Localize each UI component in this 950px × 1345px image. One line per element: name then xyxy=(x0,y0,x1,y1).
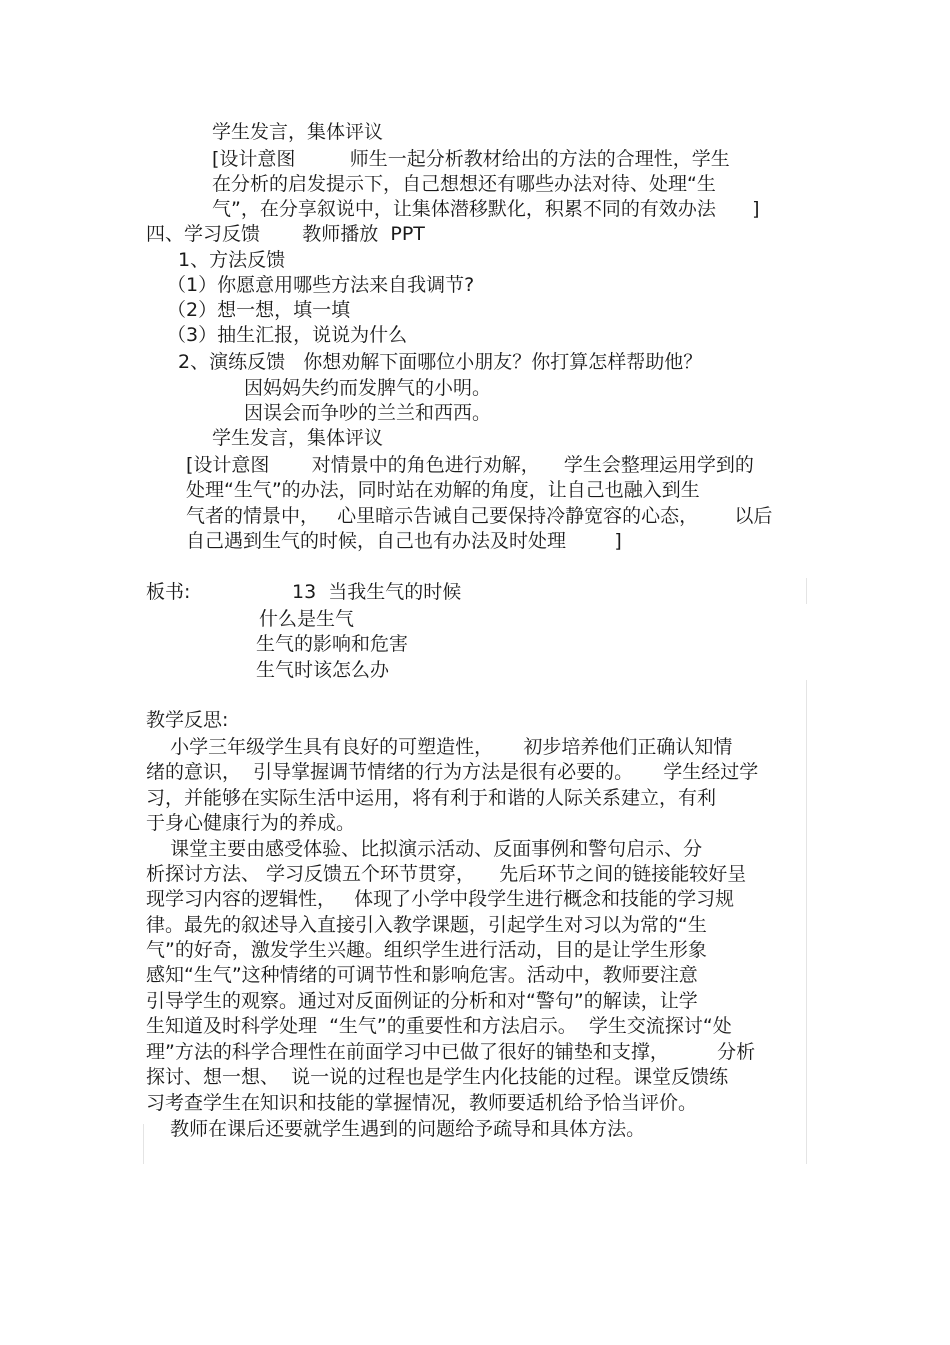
reflection-line: 小学三年级学生具有良好的可塑造性， 初步培养他们正确认知情 xyxy=(146,736,733,758)
text-line: 1、方法反馈 xyxy=(178,249,286,271)
text-line: 因妈妈失约而发脾气的小明。 xyxy=(244,377,492,399)
reflection-line: 探讨、想一想、 说一说的过程也是学生内化技能的过程。课堂反馈练 xyxy=(146,1066,729,1088)
design-intent-line: 气”，在分享叙说中，让集体潜移默化，积累不同的有效办法 ] xyxy=(212,198,760,220)
reflection-heading: 教学反思: xyxy=(146,709,229,731)
board-item: 什么是生气 xyxy=(259,608,355,630)
design-intent-line: 气者的情景中， 心里暗示告诫自己要保持冷静宽容的心态， 以后 xyxy=(186,505,773,527)
reflection-line: 绪的意识， 引导掌握调节情绪的行为方法是很有必要的。 学生经过学 xyxy=(146,761,759,783)
design-intent-line: [设计意图 对情景中的角色进行劝解， 学生会整理运用学到的 xyxy=(186,454,754,476)
reflection-line: 现学习内容的逻辑性， 体现了小学中段学生进行概念和技能的学习规 xyxy=(146,888,735,910)
design-intent-line: 处理“生气”的办法，同时站在劝解的角度，让自己也融入到生 xyxy=(186,479,700,501)
board-item: 生气的影响和危害 xyxy=(256,633,409,655)
reflection-line: 引导学生的观察。通过对反面例证的分析和对“警句”的解读，让学 xyxy=(146,990,698,1012)
text-line: （2）想一想，填一填 xyxy=(167,299,351,321)
reflection-line: 教师在课后还要就学生遇到的问题给予疏导和具体方法。 xyxy=(146,1118,646,1140)
reflection-line: 感知“生气”这种情绪的可调节性和影响危害。活动中，教师要注意 xyxy=(146,964,698,986)
design-intent-line: [设计意图 师生一起分析教材给出的方法的合理性，学生 xyxy=(212,148,730,170)
table-border-left xyxy=(143,1124,144,1164)
text-line: （3）抽生汇报，说说为什么 xyxy=(167,324,408,346)
text-line: 学生发言，集体评议 xyxy=(212,427,384,449)
table-border-right xyxy=(806,680,807,1164)
reflection-line: 于身心健康行为的养成。 xyxy=(146,812,356,834)
board-item: 生气时该怎么办 xyxy=(256,659,390,681)
text-line: 因误会而争吵的兰兰和西西。 xyxy=(244,402,492,424)
section-heading: 四、学习反馈 教师播放 PPT xyxy=(146,223,425,245)
board-label: 板书: xyxy=(146,581,191,603)
reflection-line: 析探讨方法、 学习反馈五个环节贯穿， 先后环节之间的链接能较好呈 xyxy=(146,863,747,885)
reflection-line: 习考查学生在知识和技能的掌握情况，教师要适机给予恰当评价。 xyxy=(146,1092,698,1114)
reflection-line: 课堂主要由感受体验、比拟演示活动、反面事例和警句启示、分 xyxy=(146,838,703,860)
reflection-line: 习，并能够在实际生活中运用，将有利于和谐的人际关系建立，有利 xyxy=(146,787,717,809)
design-intent-line: 在分析的启发提示下，自己想想还有哪些办法对待、处理“生 xyxy=(212,173,716,195)
board-title: 13 当我生气的时候 xyxy=(292,581,462,603)
reflection-line: 生知道及时科学处理 “生气”的重要性和方法启示。 学生交流探讨“处 xyxy=(146,1015,732,1037)
text-line: 学生发言，集体评议 xyxy=(212,121,384,143)
text-line: 2、演练反馈 你想劝解下面哪位小朋友？你打算怎样帮助他？ xyxy=(178,351,703,373)
reflection-line: 理”方法的科学合理性在前面学习中已做了很好的铺垫和支撑， 分析 xyxy=(146,1041,756,1063)
text-line: （1）你愿意用哪些方法来自我调节? xyxy=(167,274,475,296)
design-intent-line: 自己遇到生气的时候，自己也有办法及时处理 ] xyxy=(186,530,622,552)
reflection-line: 律。最先的叙述导入直接引入教学课题，引起学生对习以为常的“生 xyxy=(146,914,707,936)
reflection-line: 气”的好奇，激发学生兴趣。组织学生进行活动，目的是让学生形象 xyxy=(146,939,707,961)
table-border-right xyxy=(806,578,807,604)
